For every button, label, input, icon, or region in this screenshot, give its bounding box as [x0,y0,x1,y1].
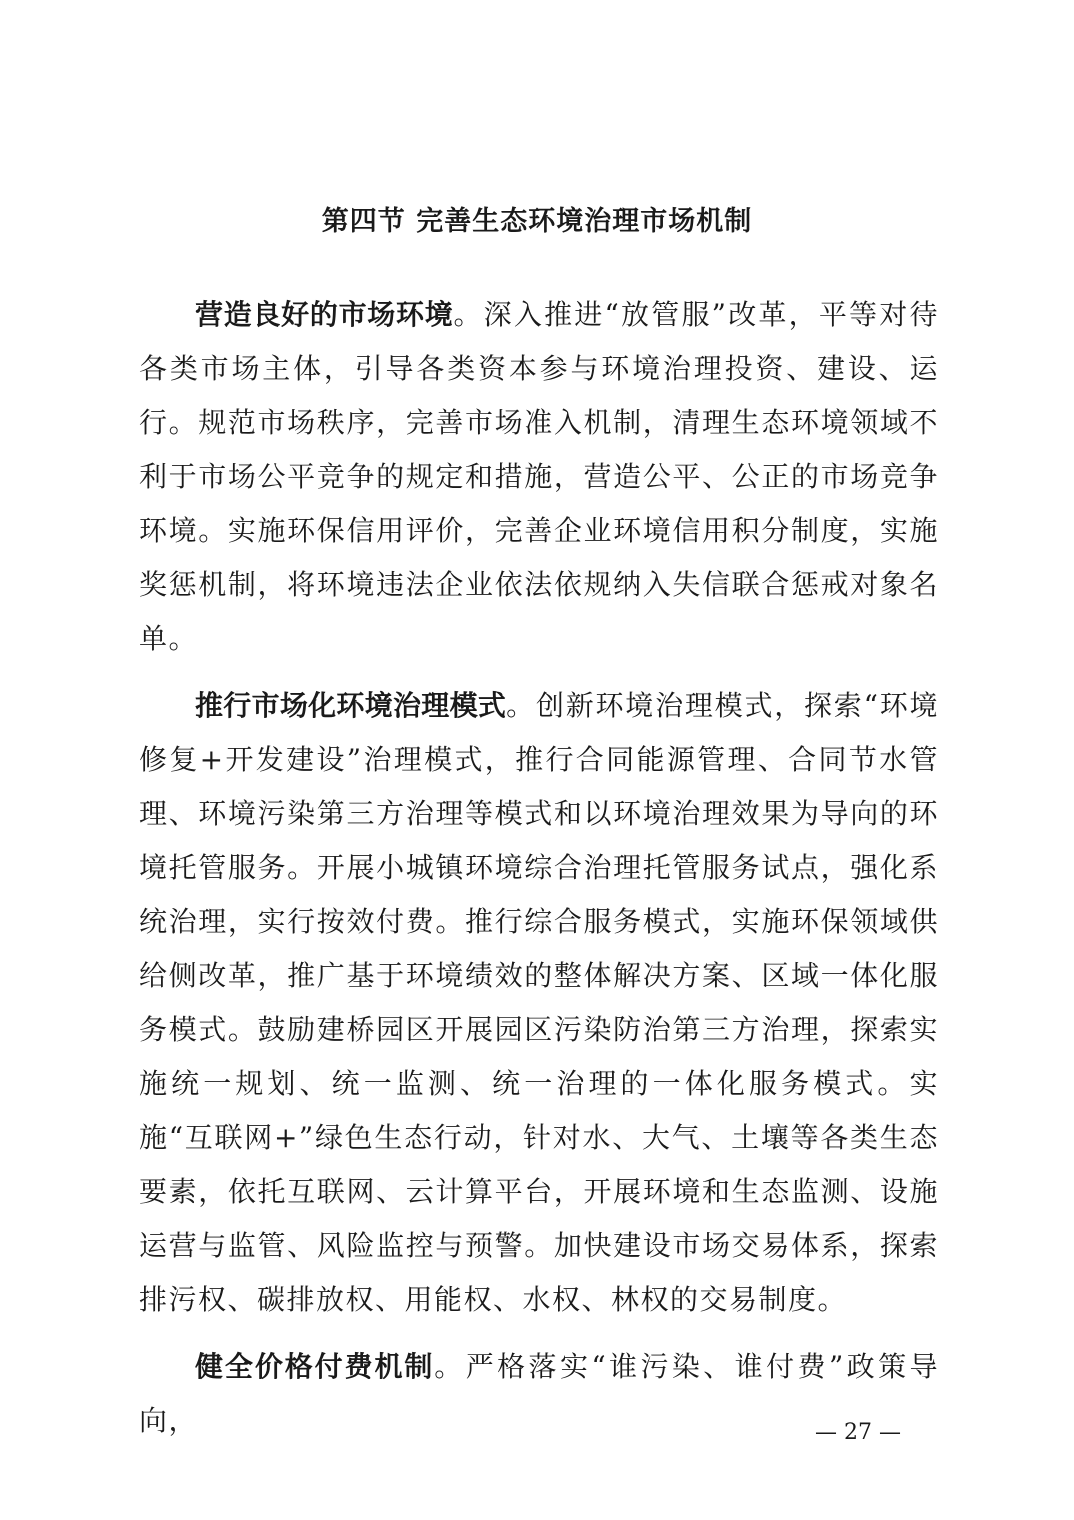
body-text [139,288,939,1461]
paragraph-market-environment [139,288,939,666]
paragraph-lead: 健全价格付费机制 [195,1350,435,1383]
paragraph-text: 。深入推进“放管服”改革，平等对待各类市场主体，引导各类资本参与环境治理投资、建设、运行。规范市场秩序，完善市场准入机制，清理生态环境领域不利于市场公平竞争的规定和措施，营造公平、公正的市场竞争环境。实施环保信用评价，完善企业环境信用积分制度，实施奖惩机制，将环境违法企业依法依规纳入失信联合惩戒对象名单。 [139,298,939,655]
section-title: 第四节 完善生态环境治理市场机制 [321,206,753,237]
paragraph-lead: 营造良好的市场环境 [195,298,454,331]
page-number: — 27 — [815,1420,901,1445]
paragraph-governance-mode [139,679,939,1327]
paragraph-text: 。创新环境治理模式，探索“环境修复+开发建设”治理模式，推行合同能源管理、合同节水管理、环境污染第三方治理等模式和以环境治理效果为导向的环境托管服务。开展小城镇环境综合治理托管服务试点，强化系统治理，实行按效付费。推行综合服务模式，实施环保领域供给侧改革，推广基于环境绩效的整体解决方案、区域一体化服务模式。鼓励建桥园区开展园区污染防治第三方治理，探索实施统一规划、统一监测、统一治理的一体化服务模式。实施“互联网+”绿色生态行动，针对水、大气、土壤等各类生态要素，依托互联网、云计算平台，开展环境和生态监测、设施运营与监管、风险监控与预警。加快建设市场交易体系，探索排污权、碳排放权、用能权、水权、林权的交易制度。 [139,689,939,1316]
paragraph-lead: 推行市场化环境治理模式 [195,689,507,722]
paragraph-text: 。严格落实“谁污染、谁付费”政策导向， [139,1350,939,1437]
